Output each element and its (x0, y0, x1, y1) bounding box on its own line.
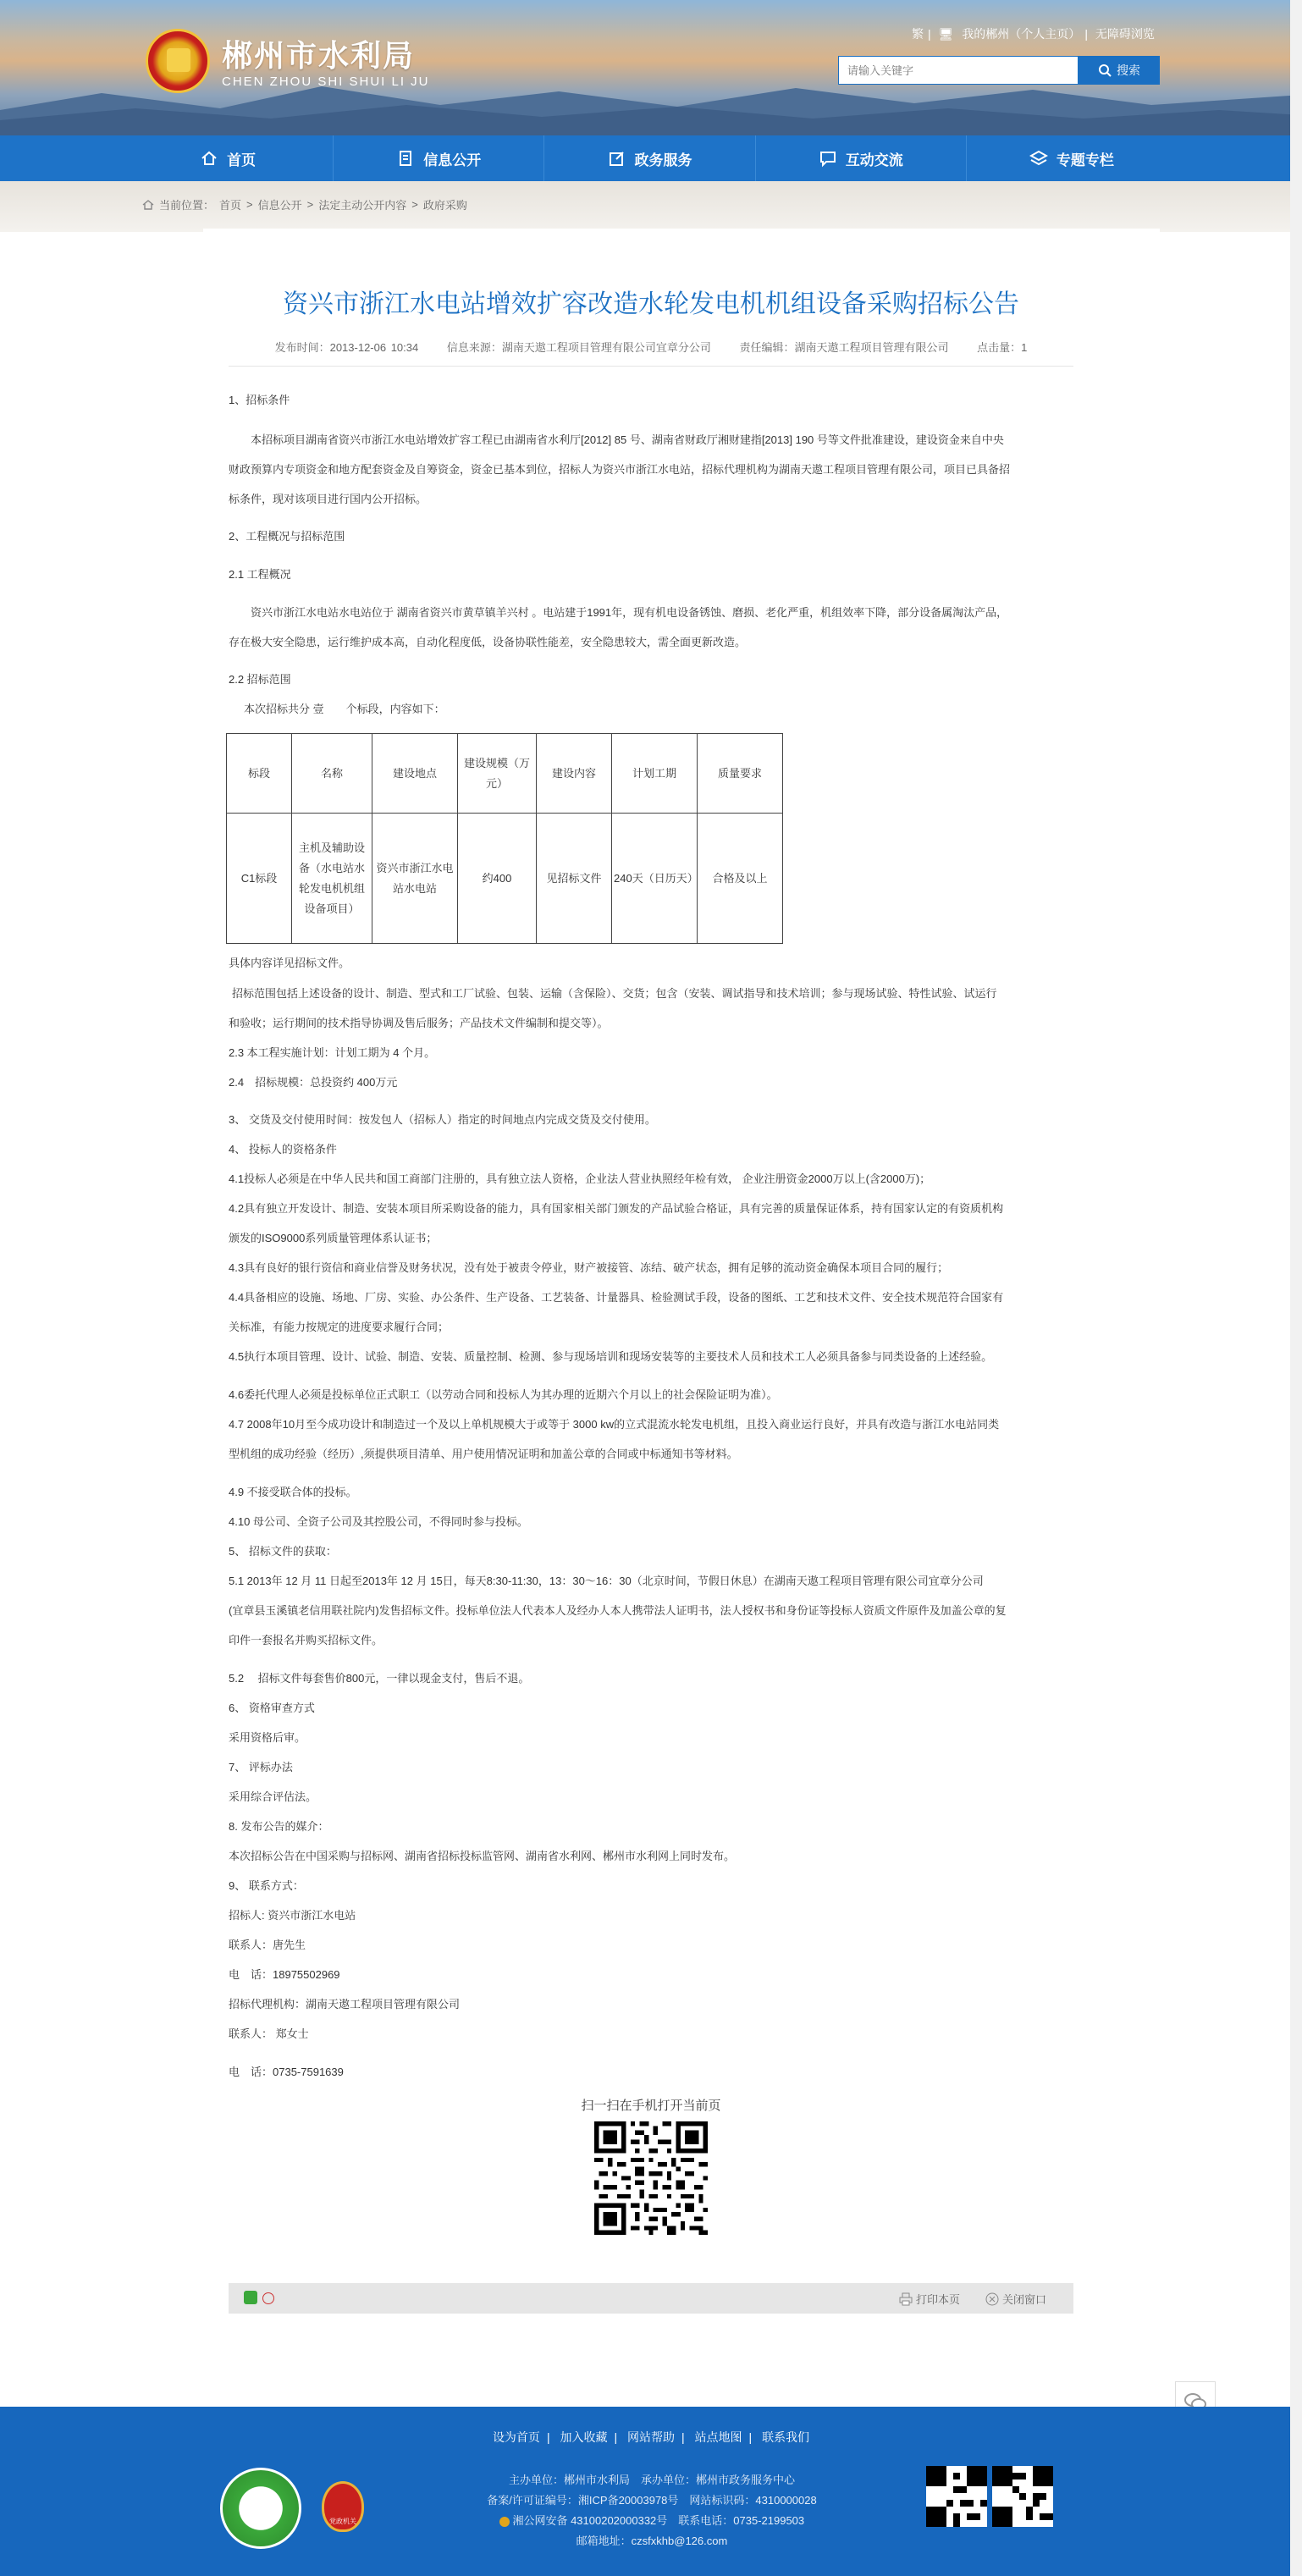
weibo-share-icon[interactable] (262, 2292, 274, 2304)
paragraph: 9、 联系方式： (229, 1879, 304, 1892)
paragraph: 6、 资格审查方式 (229, 1702, 315, 1714)
paragraph: 2.3 本工程实施计划：计划工期为 4 个月。 (229, 1046, 436, 1059)
print-label: 打印本页 (916, 2293, 961, 2306)
click-count: 点击量：1 (977, 341, 1028, 354)
site-subtitle: CHEN ZHOU SHI SHUI LI JU (222, 74, 430, 89)
paragraph: 2.1 工程概况 (229, 568, 291, 581)
table-cell: 240天（日历天） (612, 814, 698, 944)
nav-interaction[interactable] (756, 135, 967, 181)
paragraph: 4.4具备相应的设施、场地、厂房、实验、办公条件、生产设备、工艺装备、计量器具、检验测试手段，设备的图纸、工艺和技术文件、安全技术规范符合国家有 (229, 1291, 1004, 1304)
paragraph: 2、工程概况与招标范围 (229, 530, 345, 543)
edit-icon (608, 149, 626, 168)
table-header: 标段 (227, 734, 292, 814)
table-row (227, 814, 783, 944)
paragraph: 财政预算内专项资金和地方配套资金及自筹资金，资金已基本到位，招标人为资兴市浙江水电站，招标代理机构为湖南天遨工程项目管理有限公司，项目已具备招 (229, 463, 1011, 476)
breadcrumb-home[interactable]: 首页 (219, 199, 242, 212)
table-cell: 资兴市浙江水电站水电站 (372, 814, 458, 944)
paragraph: 采用综合评估法。 (229, 1790, 317, 1803)
site-title[interactable]: 郴州市水利局 (222, 38, 416, 73)
footer-links: 设为首页 | 加入收藏 | 网站帮助 | 站点地图 | 联系我们 (492, 2430, 810, 2444)
publish-time: 发布时间：2013-12-06 10:34 (274, 341, 419, 354)
paragraph: 关标准，有能力按规定的进度要求履行合同； (229, 1321, 450, 1333)
monitor-icon: 🖥 (938, 27, 954, 41)
nav-info-open-label: 信息公开 (423, 152, 482, 168)
paragraph: 4.3具有良好的银行资信和商业信誉及财务状况，没有处于被责令停业，财产被接管、冻结、破产状态，拥有足够的流动资金确保本项目合同的履行； (229, 1261, 949, 1274)
nav-interaction-label: 互动交流 (845, 152, 903, 168)
paragraph: 5.2 招标文件每套售价800元，一律以现金支付，售后不退。 (229, 1672, 530, 1685)
paragraph: 印件一套报名并购买招标文件。 (229, 1634, 383, 1647)
close-label: 关闭窗口 (1002, 2293, 1047, 2306)
qr-code (594, 2121, 708, 2235)
paragraph: 4.1投标人必须是在中华人民共和国工商部门注册的，具有独立法人资格，企业法人营业执照经年检有效， 企业注册资金2000万以上(含2000万)； (229, 1172, 931, 1185)
nav-gov-service[interactable] (544, 135, 755, 181)
document-icon (396, 149, 415, 168)
paragraph: 和验收；运行期间的技术指导协调及售后服务；产品技术文件编制和提交等）。 (229, 1017, 609, 1029)
paragraph: 5、 招标文件的获取： (229, 1545, 337, 1558)
paragraph: 本次招标公告在中国采购与招标网、湖南省招标投标监管网、湖南省水利网、郴州市水利网上同时发布。 (229, 1850, 736, 1862)
table-cell: 合格及以上 (698, 814, 783, 944)
footer-email: 邮箱地址：czsfxkhb@126.com (576, 2535, 728, 2547)
table-header: 名称 (292, 734, 372, 814)
table-header: 质量要求 (698, 734, 783, 814)
article-action-bar (229, 2283, 1073, 2314)
paragraph: 颁发的ISO9000系列质量管理体系认证书； (229, 1232, 438, 1244)
editor: 责任编辑：湖南天遨工程项目管理有限公司 (739, 341, 949, 354)
page-scrollbar[interactable] (1290, 0, 1302, 2576)
paragraph: 本招标项目湖南省资兴市浙江水电站增效扩容工程已由湖南省水利厅[2012] 85 号、湖南省财政厅湘财建指[2013] 190 号等文件批准建设，建设资金来自中央 (251, 433, 1004, 446)
top-links: 繁 | 🖥 我的郴州（个人主页） | 无障碍浏览 (912, 27, 1155, 41)
wechat-qr-code (926, 2466, 987, 2527)
paragraph: 1、招标条件 (229, 394, 290, 406)
search-button[interactable] (1079, 56, 1160, 85)
paragraph: (宜章县玉溪镇老信用联社院内)发售招标文件。投标单位法人代表本人及经办人本人携带法人证明书，法人授权书和身份证等投标人资质文件原件及加盖公章的复 (229, 1604, 1007, 1617)
gov-website-identifier-logo[interactable] (220, 2468, 301, 2549)
breadcrumb-procurement[interactable]: 政府采购 (422, 199, 467, 212)
paragraph: 4.10 母公司、全资子公司及其控股公司，不得同时参与投标。 (229, 1515, 528, 1528)
paragraph: 存在极大安全隐患，运行维护成本高，自动化程度低，设备协联性能差，安全隐患较大，需全面更新改造。 (229, 636, 747, 648)
table-header: 建设地点 (372, 734, 458, 814)
paragraph: 2.4 招标规模：总投资约 400万元 (229, 1076, 398, 1089)
traditional-chinese-link[interactable]: 繁 (912, 27, 924, 41)
paragraph: 标条件，现对该项目进行国内公开招标。 (229, 493, 428, 505)
paragraph: 联系人：唐先生 (229, 1939, 306, 1951)
footer-police-record[interactable] (457, 2512, 847, 2528)
printer-icon (899, 2292, 913, 2306)
close-window-button[interactable] (985, 2291, 1046, 2307)
table-cell: C1标段 (227, 814, 292, 944)
paragraph: 招标代理机构：湖南天遨工程项目管理有限公司 (229, 1998, 461, 2011)
bid-section-table (226, 733, 783, 944)
paragraph: 型机组的成功经验（经历）,须提供项目清单、用户使用情况证明和加盖公章的合同或中标通知书等材料。 (229, 1448, 738, 1460)
breadcrumb-sep: > (411, 198, 418, 211)
footer-link-set-home[interactable]: 设为首页 (492, 2430, 540, 2444)
party-gov-badge-label: 党政机关 (329, 2518, 356, 2525)
paragraph: 电 话：0735-7591639 (229, 2066, 344, 2078)
breadcrumb-sep: > (306, 198, 314, 211)
footer-organizer: 主办单位：郴州市水利局 承办单位：郴州市政务服务中心 (508, 2474, 795, 2486)
paragraph: 招标范围包括上述设备的设计、制造、型式和工厂试验、包装、运输（含保险）、交货；包含（安装、调试指导和技术培训；参与现场试验、特性试验、试运行 (232, 987, 997, 1000)
paragraph: 7、 评标办法 (229, 1761, 293, 1773)
weibo-qr-code (992, 2466, 1053, 2527)
party-gov-badge[interactable] (322, 2481, 364, 2532)
paragraph: 5.1 2013年 12 月 11 日起至2013年 12 月 15日，每天8:30-11:30，13：30～16：30（北京时间，节假日休息）在湖南天遨工程项目管理有限公司宜章分公司 (229, 1575, 984, 1587)
table-cell: 主机及辅助设备（水电站水轮发电机机组设备项目） (292, 814, 372, 944)
footer-link-help[interactable]: 网站帮助 (627, 2430, 675, 2444)
main-nav (0, 135, 1302, 181)
paragraph: 4.5执行本项目管理、设计、试验、制造、安装、质量控制、检测、参与现场培训和现场安装等的主要技术人员和技术工人必须具备参与同类设备的上述经验。 (229, 1350, 993, 1363)
footer-link-contact[interactable]: 联系我们 (762, 2430, 810, 2444)
qr-caption: 扫一扫在手机打开当前页 (581, 2099, 721, 2113)
paragraph: 本次招标共分 壹 个标段，内容如下： (244, 703, 445, 715)
paragraph: 具体内容详见招标文件。 (229, 957, 350, 969)
paragraph: 4.2具有独立开发设计、制造、安装本项目所采购设备的能力，具有国家相关部门颁发的产品试验合格证，具有完善的质量保证体系，持有国家认定的有资质机构 (229, 1202, 1004, 1215)
paragraph: 3、 交货及交付使用时间：按发包人（招标人）指定的时间地点内完成交货及交付使用。 (229, 1113, 656, 1126)
paragraph: 招标人: 资兴市浙江水电站 (229, 1909, 356, 1922)
article-meta (0, 339, 1302, 355)
paragraph: 4.9 不接受联合体的投标。 (229, 1486, 357, 1498)
site-footer (0, 2407, 1302, 2576)
table-header-row (227, 734, 783, 814)
paragraph: 2.2 招标范围 (229, 673, 291, 686)
national-emblem-logo[interactable] (146, 29, 210, 93)
nav-home-label: 首页 (227, 152, 257, 168)
paragraph: 8. 发布公告的媒介： (229, 1820, 329, 1833)
info-source: 信息来源：湖南天遨工程项目管理有限公司宜章分公司 (446, 341, 711, 354)
paragraph: 资兴市浙江水电站水电站位于 湖南省资兴市黄草镇羊兴村 。电站建于1991年，现有机电设备锈蚀、磨损、老化严重，机组效率下降，部分设备属淘汰产品， (251, 606, 1008, 619)
paragraph: 4.6委托代理人必须是投标单位正式职工（以劳动合同和投标人为其办理的近期六个月以上的社会保险证明为准）。 (229, 1388, 778, 1401)
my-chenzhou-link[interactable]: 我的郴州（个人主页） (962, 27, 1081, 41)
police-badge-icon (499, 2517, 510, 2527)
footer-icp[interactable]: 备案/许可证编号：湘ICP备20003978号 网站标识码：4310000028 (487, 2494, 817, 2507)
nav-gov-service-label: 政务服务 (634, 152, 692, 168)
paragraph: 电 话：18975502969 (229, 1968, 340, 1981)
print-button[interactable] (899, 2291, 960, 2307)
nav-special-topics-label: 专题专栏 (1056, 152, 1114, 168)
layers-icon (1029, 149, 1048, 168)
search-icon (1098, 63, 1112, 77)
chat-icon (819, 149, 837, 168)
divider (229, 366, 1073, 367)
table-header: 建设规模（万元） (458, 734, 537, 814)
search-button-label: 搜索 (1117, 63, 1140, 77)
breadcrumb-prefix: 当前位置： (159, 199, 215, 212)
table-cell: 见招标文件 (537, 814, 612, 944)
footer-police-record-text: 湘公网安备 43100202000332号 联系电话：0735-2199503 (512, 2514, 805, 2527)
breadcrumb-info-open[interactable]: 信息公开 (257, 199, 302, 212)
article-title: 资兴市浙江水电站增效扩容改造水轮发电机机组设备采购招标公告 (283, 290, 1019, 318)
breadcrumb-sep: > (246, 198, 253, 211)
footer-link-favorites[interactable]: 加入收藏 (560, 2430, 608, 2444)
table-cell: 约400 (458, 814, 537, 944)
paragraph: 采用资格后审。 (229, 1731, 306, 1744)
nav-home[interactable] (123, 135, 334, 181)
close-icon (985, 2292, 999, 2306)
paragraph: 联系人： 郑女士 (229, 2027, 309, 2040)
home-icon (142, 199, 154, 211)
wechat-share-icon[interactable] (244, 2291, 257, 2304)
breadcrumb-statutory[interactable]: 法定主动公开内容 (318, 199, 407, 212)
home-icon (200, 149, 218, 168)
paragraph: 4、 投标人的资格条件 (229, 1143, 337, 1156)
nav-info-open[interactable] (334, 135, 544, 181)
search-input[interactable] (838, 56, 1079, 85)
paragraph: 4.7 2008年10月至今成功设计和制造过一个及以上单机规模大于或等于 3000 kw的立式混流水轮发电机组，且投入商业运行良好，并具有改造与浙江水电站同类 (229, 1418, 1000, 1431)
breadcrumb (142, 196, 467, 212)
table-header: 建设内容 (537, 734, 612, 814)
table-header: 计划工期 (612, 734, 698, 814)
accessibility-link[interactable]: 无障碍浏览 (1095, 27, 1155, 41)
footer-link-sitemap[interactable]: 站点地图 (694, 2430, 742, 2444)
site-header (0, 0, 1302, 135)
nav-special-topics[interactable] (967, 135, 1177, 181)
